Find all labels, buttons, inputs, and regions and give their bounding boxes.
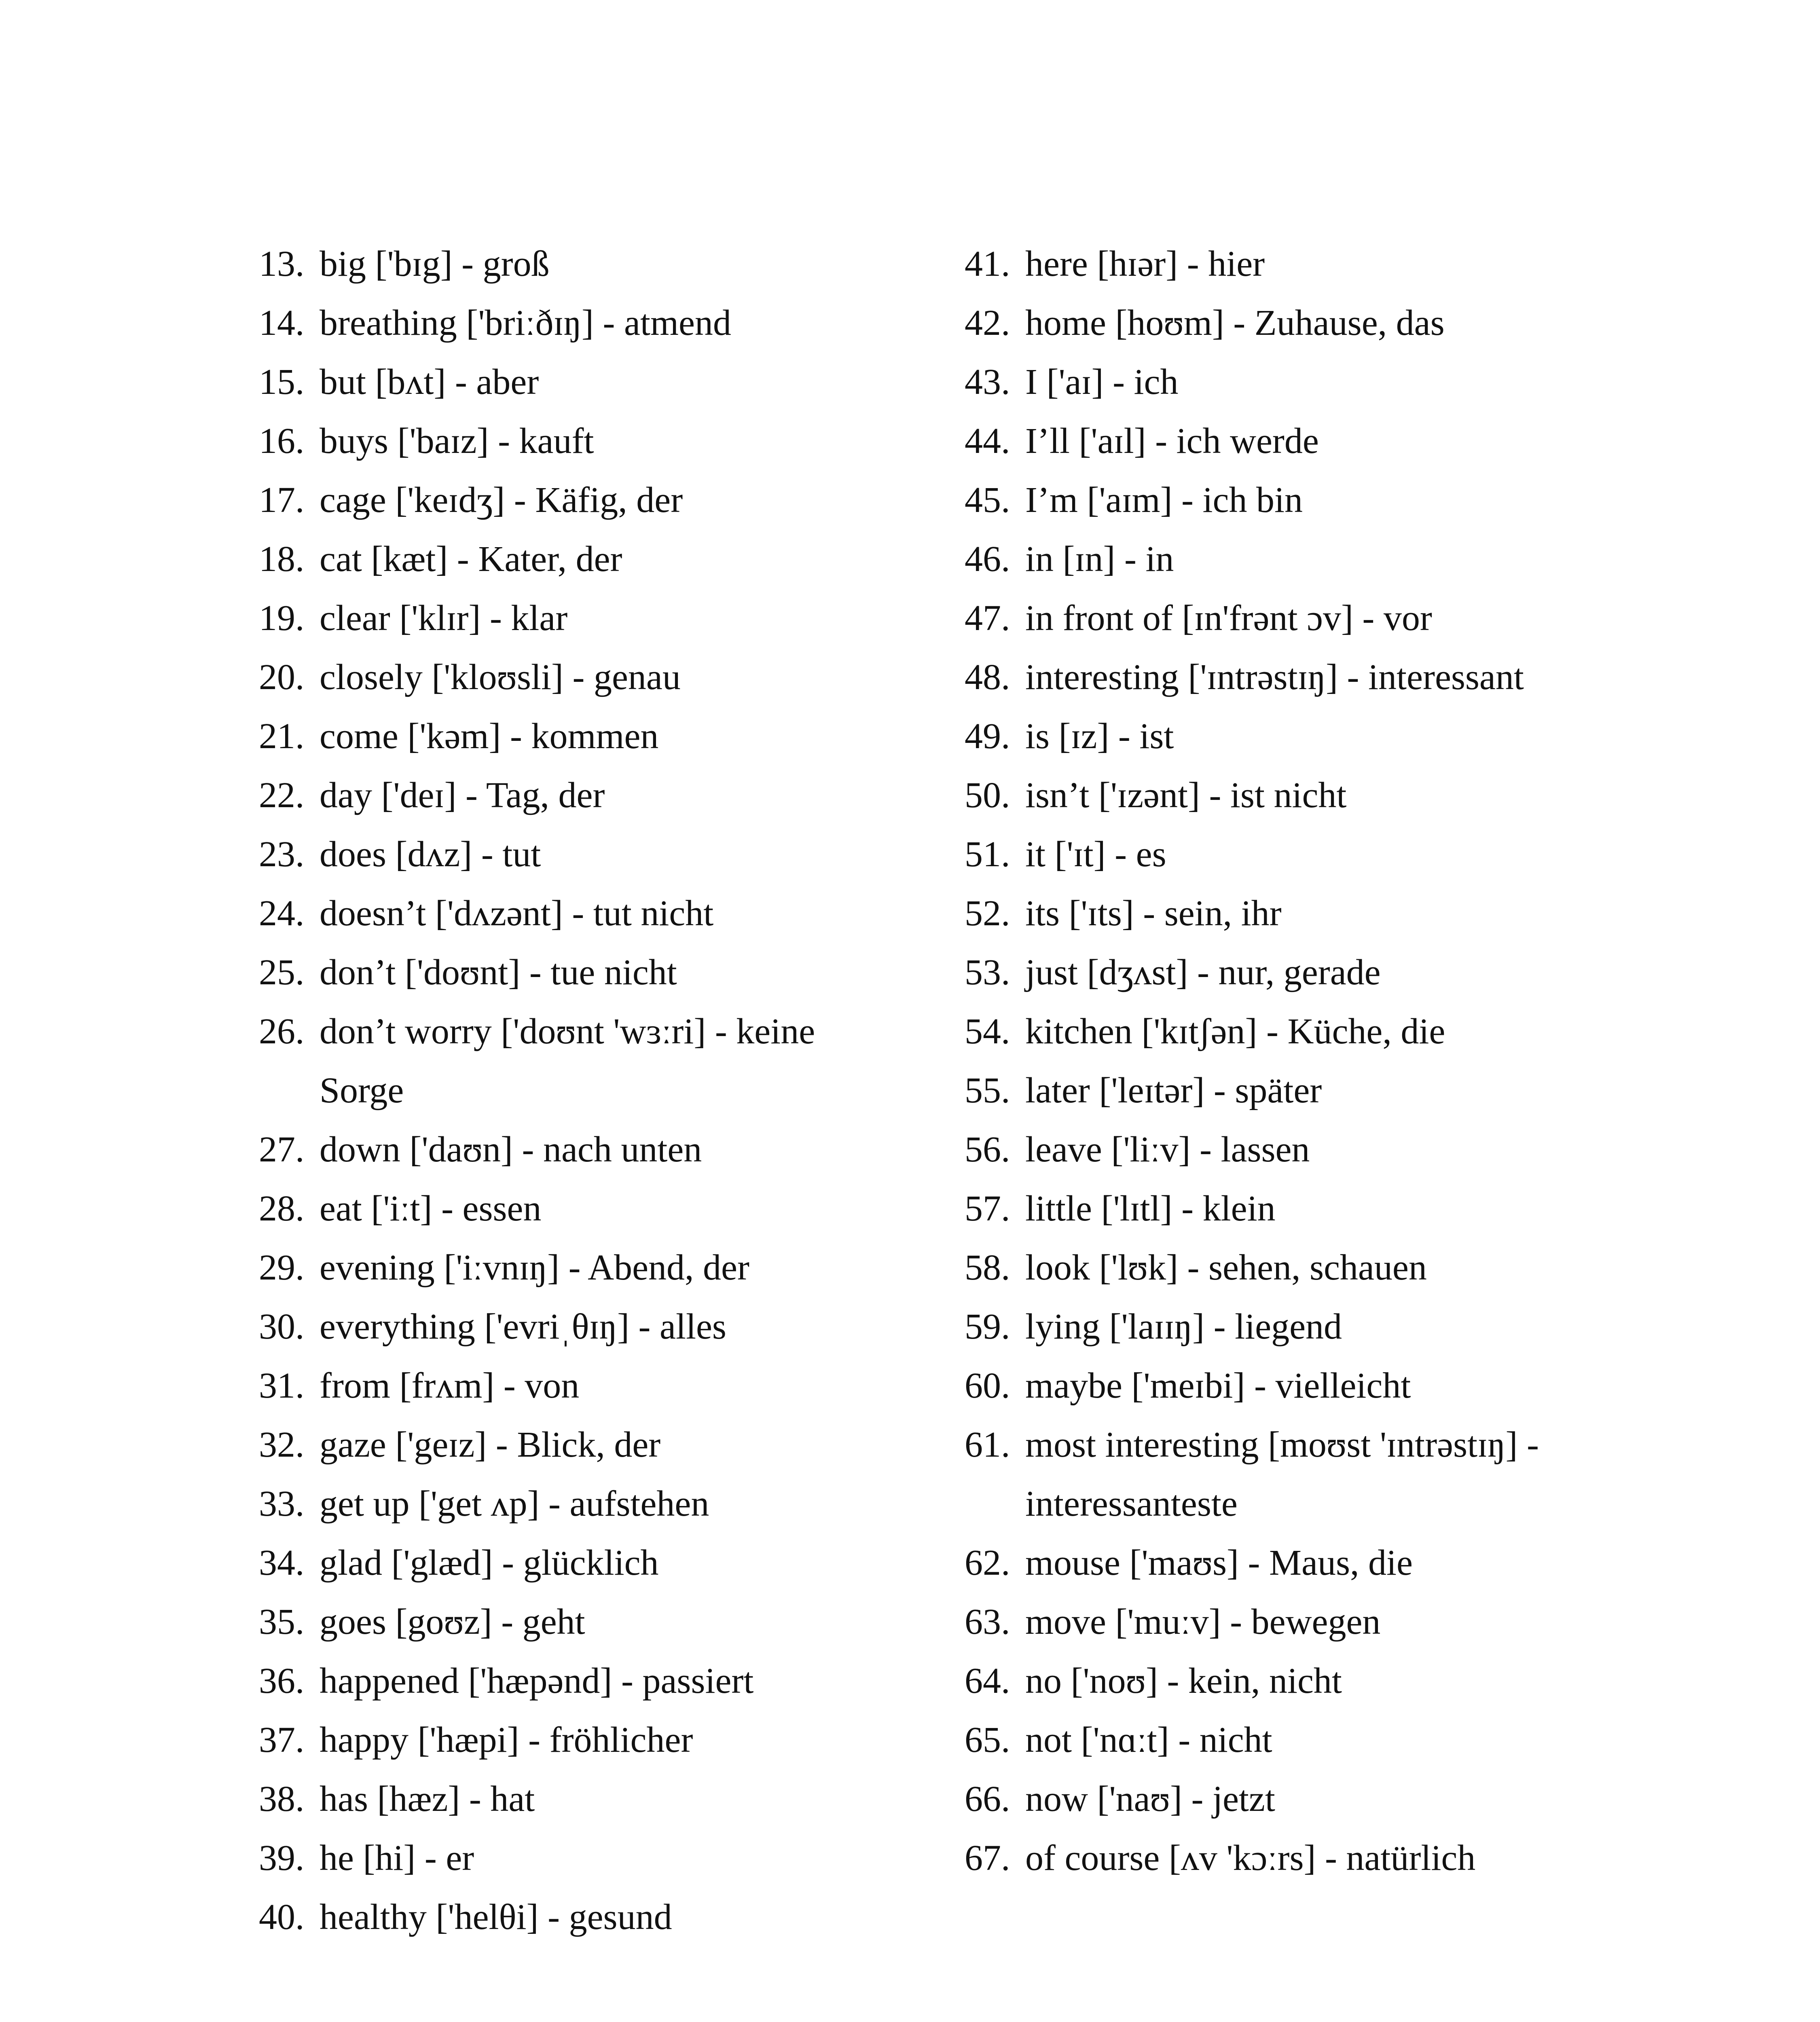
entry-text: cage ['keɪdʒ] - Käfig, der: [320, 480, 683, 520]
entry-text: not ['nɑːt] - nicht: [1025, 1720, 1272, 1760]
entry-text: mouse ['maʊs] - Maus, die: [1025, 1543, 1413, 1583]
vocabulary-entry: [259, 1002, 882, 1120]
vocabulary-entry: [965, 1120, 1587, 1179]
entry-number: 27.: [259, 1129, 305, 1170]
entry-text: breathing ['briːðɪŋ] - atmend: [320, 303, 731, 343]
entry-number: 51.: [965, 834, 1010, 874]
entry-text: gaze ['geɪz] - Blick, der: [320, 1425, 661, 1465]
vocabulary-entry: [965, 471, 1587, 530]
entry-number: 18.: [259, 539, 305, 579]
entry-number: 20.: [259, 657, 305, 697]
entry-number: 33.: [259, 1484, 305, 1524]
entry-number: 49.: [965, 716, 1010, 756]
vocabulary-entry: [965, 1711, 1587, 1770]
entry-number: 25.: [259, 952, 305, 992]
vocabulary-entry: [259, 353, 882, 412]
vocabulary-entry: [965, 943, 1587, 1002]
entry-text: goes [goʊz] - geht: [320, 1602, 585, 1642]
entry-number: 16.: [259, 421, 305, 461]
entry-text: clear ['klɪr] - klar: [320, 598, 568, 638]
entry-text: everything ['evriˌθɪŋ] - alles: [320, 1307, 726, 1347]
vocabulary-entry: [965, 1002, 1587, 1061]
entry-number: 29.: [259, 1248, 305, 1288]
entry-text: of course [ʌv 'kɔːrs] - natürlich: [1025, 1838, 1476, 1878]
entry-number: 21.: [259, 716, 305, 756]
vocabulary-entry: [259, 825, 882, 884]
entry-number: 35.: [259, 1602, 305, 1642]
vocabulary-entry: [965, 1829, 1587, 1888]
vocabulary-entry: [259, 1297, 882, 1356]
entry-text: its ['ɪts] - sein, ihr: [1025, 893, 1282, 933]
entry-text: big ['bɪg] - groß: [320, 244, 550, 284]
entry-text: don’t ['doʊnt] - tue nicht: [320, 952, 677, 992]
entry-number: 17.: [259, 480, 305, 520]
vocabulary-entry: [259, 294, 882, 353]
entry-text: don’t worry ['doʊnt 'wɜːri] - keine Sorge: [320, 1011, 815, 1110]
entry-number: 19.: [259, 598, 305, 638]
entry-text: evening ['iːvnɪŋ] - Abend, der: [320, 1248, 749, 1288]
vocabulary-entry: [259, 1356, 882, 1415]
entry-number: 56.: [965, 1129, 1010, 1170]
vocabulary-entry: [965, 1061, 1587, 1120]
entry-text: glad ['glæd] - glücklich: [320, 1543, 659, 1583]
vocabulary-entry: [259, 1888, 882, 1947]
entry-number: 32.: [259, 1425, 305, 1465]
vocabulary-entry: [965, 1652, 1587, 1711]
entry-number: 46.: [965, 539, 1010, 579]
entry-number: 43.: [965, 362, 1010, 402]
entry-text: has [hæz] - hat: [320, 1779, 535, 1819]
vocabulary-entry: [965, 589, 1587, 648]
entry-number: 60.: [965, 1366, 1010, 1406]
vocabulary-entry: [259, 412, 882, 471]
entry-number: 40.: [259, 1897, 305, 1937]
page-number: [0, 2020, 1820, 2022]
entry-text: no ['noʊ] - kein, nicht: [1025, 1661, 1342, 1701]
entry-text: maybe ['meɪbi] - vielleicht: [1025, 1366, 1411, 1406]
entry-number: 44.: [965, 421, 1010, 461]
vocabulary-list-left: [259, 235, 882, 1947]
vocabulary-entry: [259, 1415, 882, 1474]
vocabulary-list-right: [965, 235, 1587, 1888]
vocabulary-entry: [259, 1711, 882, 1770]
entry-text: look ['lʊk] - sehen, schauen: [1025, 1248, 1427, 1288]
entry-text: does [dʌz] - tut: [320, 834, 541, 874]
vocabulary-entry: [965, 1770, 1587, 1829]
vocabulary-entry: [259, 1533, 882, 1593]
entry-text: happy ['hæpi] - fröhlicher: [320, 1720, 693, 1760]
vocabulary-entry: [259, 1238, 882, 1297]
entry-number: 28.: [259, 1189, 305, 1229]
entry-text: most interesting [moʊst 'ɪntrəstɪŋ] - interessanteste: [1025, 1425, 1539, 1524]
entry-number: 65.: [965, 1720, 1010, 1760]
entry-number: 63.: [965, 1602, 1010, 1642]
vocabulary-entry: [965, 884, 1587, 943]
entry-number: 53.: [965, 952, 1010, 992]
entry-number: 15.: [259, 362, 305, 402]
vocabulary-entry: [259, 766, 882, 825]
vocabulary-entry: [259, 943, 882, 1002]
vocabulary-entry: [965, 294, 1587, 353]
vocabulary-entry: [965, 766, 1587, 825]
entry-number: 31.: [259, 1366, 305, 1406]
vocabulary-entry: [259, 707, 882, 766]
entry-text: kitchen ['kɪtʃən] - Küche, die: [1025, 1011, 1445, 1051]
entry-text: get up ['get ʌp] - aufstehen: [320, 1484, 709, 1524]
entry-text: home [hoʊm] - Zuhause, das: [1025, 303, 1445, 343]
entry-number: 52.: [965, 893, 1010, 933]
entry-text: it ['ɪt] - es: [1025, 834, 1166, 874]
entry-text: move ['muːv] - bewegen: [1025, 1602, 1381, 1642]
entry-text: happened ['hæpənd] - passiert: [320, 1661, 754, 1701]
entry-number: 45.: [965, 480, 1010, 520]
entry-text: leave ['liːv] - lassen: [1025, 1129, 1310, 1170]
entry-number: 26.: [259, 1011, 305, 1051]
entry-number: 14.: [259, 303, 305, 343]
vocabulary-entry: [965, 530, 1587, 589]
entry-text: I’m ['aɪm] - ich bin: [1025, 480, 1303, 520]
entry-text: is [ɪz] - ist: [1025, 716, 1174, 756]
entry-number: 30.: [259, 1307, 305, 1347]
entry-text: later ['leɪtər] - später: [1025, 1070, 1322, 1110]
vocabulary-entry: [965, 1297, 1587, 1356]
entry-number: 39.: [259, 1838, 305, 1878]
entry-text: little ['lɪtl] - klein: [1025, 1189, 1276, 1229]
entry-text: isn’t ['ɪzənt] - ist nicht: [1025, 775, 1347, 815]
entry-text: interesting ['ɪntrəstɪŋ] - interessant: [1025, 657, 1524, 697]
vocabulary-entry: [965, 412, 1587, 471]
vocabulary-entry: [965, 707, 1587, 766]
entry-number: 66.: [965, 1779, 1010, 1819]
vocabulary-entry: [259, 1829, 882, 1888]
entry-text: come ['kəm] - kommen: [320, 716, 659, 756]
vocabulary-entry: [965, 1238, 1587, 1297]
entry-text: eat ['iːt] - essen: [320, 1189, 542, 1229]
entry-text: in front of [ɪn'frənt ɔv] - vor: [1025, 598, 1432, 638]
entry-number: 61.: [965, 1425, 1010, 1465]
vocabulary-entry: [965, 1415, 1587, 1533]
vocabulary-entry: [965, 235, 1587, 294]
vocabulary-entry: [965, 1356, 1587, 1415]
vocabulary-entry: [259, 1652, 882, 1711]
entry-number: 64.: [965, 1661, 1010, 1701]
entry-text: I ['aɪ] - ich: [1025, 362, 1179, 402]
entry-number: 48.: [965, 657, 1010, 697]
vocabulary-entry: [259, 648, 882, 707]
entry-text: lying ['laɪɪŋ] - liegend: [1025, 1307, 1342, 1347]
vocabulary-entry: [965, 1533, 1587, 1593]
entry-number: 54.: [965, 1011, 1010, 1051]
entry-number: 67.: [965, 1838, 1010, 1878]
vocabulary-entry: [259, 235, 882, 294]
entry-text: doesn’t ['dʌzənt] - tut nicht: [320, 893, 714, 933]
entry-number: 24.: [259, 893, 305, 933]
vocabulary-entry: [259, 1179, 882, 1238]
vocabulary-entry: [259, 1593, 882, 1652]
entry-text: just [dʒʌst] - nur, gerade: [1025, 952, 1381, 992]
entry-text: from [frʌm] - von: [320, 1366, 580, 1406]
entry-number: 41.: [965, 244, 1010, 284]
entry-number: 59.: [965, 1307, 1010, 1347]
entry-text: here [hɪər] - hier: [1025, 244, 1265, 284]
entry-number: 55.: [965, 1070, 1010, 1110]
entry-number: 50.: [965, 775, 1010, 815]
entry-number: 38.: [259, 1779, 305, 1819]
vocabulary-entry: [965, 825, 1587, 884]
entry-number: 34.: [259, 1543, 305, 1583]
entry-text: closely ['kloʊsli] - genau: [320, 657, 681, 697]
entry-number: 37.: [259, 1720, 305, 1760]
entry-text: healthy ['helθi] - gesund: [320, 1897, 672, 1937]
vocabulary-entry: [259, 471, 882, 530]
vocabulary-entry: [259, 1474, 882, 1533]
vocabulary-entry: [965, 1179, 1587, 1238]
entry-text: I’ll ['aɪl] - ich werde: [1025, 421, 1319, 461]
entry-text: day ['deɪ] - Tag, der: [320, 775, 605, 815]
entry-text: cat [kæt] - Kater, der: [320, 539, 622, 579]
entry-text: buys ['baɪz] - kauft: [320, 421, 594, 461]
vocabulary-entry: [965, 1593, 1587, 1652]
vocabulary-entry: [259, 1120, 882, 1179]
entry-text: he [hi] - er: [320, 1838, 474, 1878]
entry-text: now ['naʊ] - jetzt: [1025, 1779, 1275, 1819]
entry-text: in [ɪn] - in: [1025, 539, 1174, 579]
vocabulary-entry: [259, 589, 882, 648]
entry-number: 47.: [965, 598, 1010, 638]
entry-number: 22.: [259, 775, 305, 815]
entry-text: down ['daʊn] - nach unten: [320, 1129, 702, 1170]
entry-number: 36.: [259, 1661, 305, 1701]
entry-number: 13.: [259, 244, 305, 284]
entry-number: 62.: [965, 1543, 1010, 1583]
entry-number: 57.: [965, 1189, 1010, 1229]
entry-number: 58.: [965, 1248, 1010, 1288]
vocabulary-entry: [965, 648, 1587, 707]
entry-number: 42.: [965, 303, 1010, 343]
vocabulary-entry: [259, 1770, 882, 1829]
vocabulary-entry: [259, 530, 882, 589]
entry-number: 23.: [259, 834, 305, 874]
entry-text: but [bʌt] - aber: [320, 362, 539, 402]
vocabulary-entry: [965, 353, 1587, 412]
vocabulary-entry: [259, 884, 882, 943]
